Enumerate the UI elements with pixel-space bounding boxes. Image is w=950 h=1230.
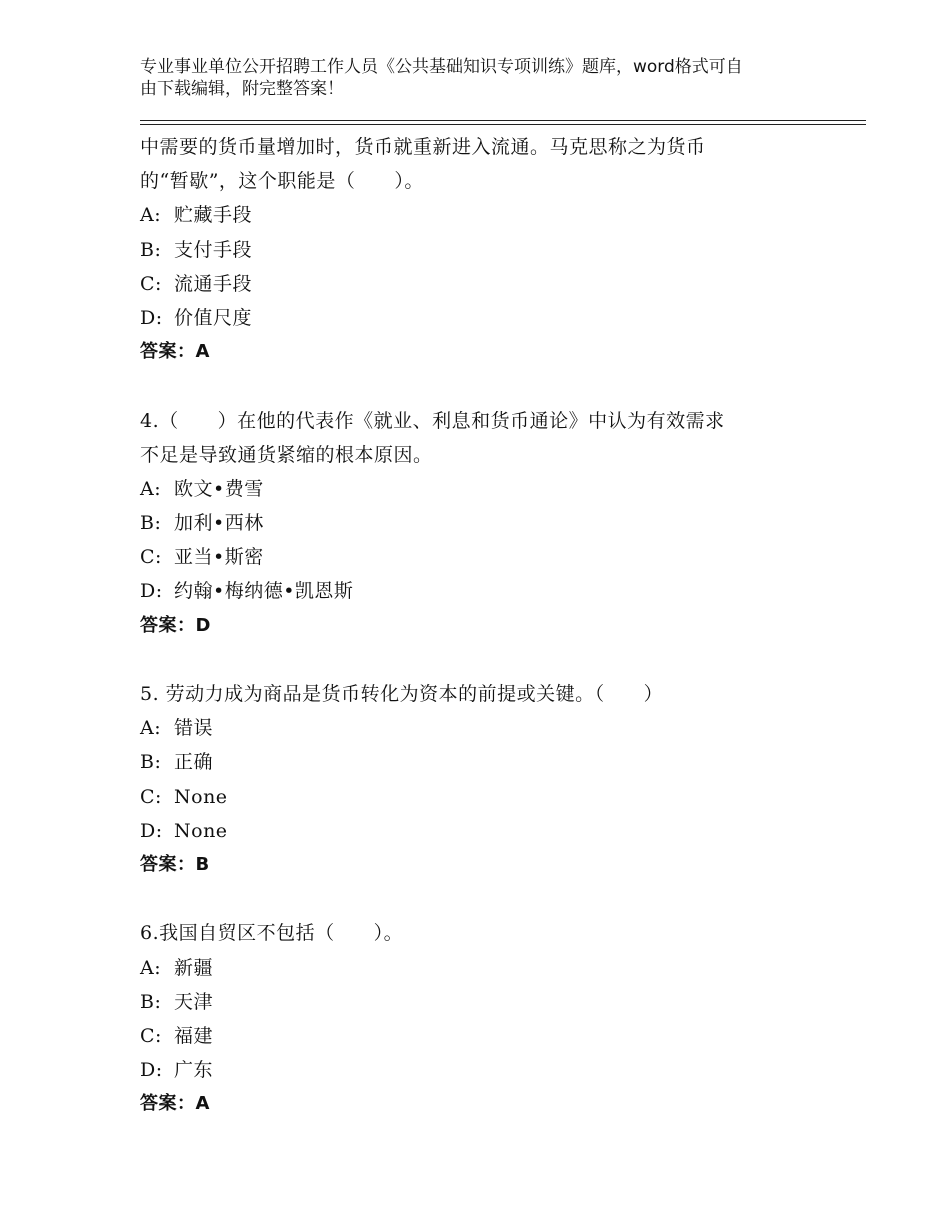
option-letter: C:	[140, 546, 162, 569]
option-text: 约翰•梅纳德•凯恩斯	[174, 580, 354, 603]
option-letter: C:	[140, 1024, 162, 1047]
spacer	[140, 643, 830, 677]
question-text: 5. 劳动力成为商品是货币转化为资本的前提或关键。（ ）	[140, 683, 664, 705]
option-letter: B:	[140, 238, 162, 261]
option-letter: A:	[140, 717, 162, 740]
option-text: 天津	[174, 990, 214, 1013]
question-6	[140, 916, 830, 1121]
option-text: None	[174, 785, 228, 808]
spacer	[140, 369, 830, 403]
question-text: 不足是导致通货紧缩的根本原因。	[140, 443, 433, 466]
option-text: 亚当•斯密	[174, 546, 264, 569]
option-text: 正确	[174, 751, 214, 774]
question-5	[140, 677, 830, 882]
header-divider-top	[140, 120, 866, 121]
answer-label: 答案：B	[140, 853, 210, 875]
page-header	[140, 56, 820, 100]
option-letter: C:	[140, 272, 162, 295]
option-a	[140, 951, 830, 985]
answer-label: 答案：A	[140, 341, 210, 363]
option-a	[140, 711, 830, 745]
option-letter: B:	[140, 751, 162, 774]
option-d	[140, 574, 830, 608]
question-text: 6.我国自贸区不包括（ ）。	[140, 922, 404, 945]
option-b	[140, 985, 830, 1019]
option-c	[140, 540, 830, 574]
option-letter: D:	[140, 580, 163, 603]
option-b	[140, 506, 830, 540]
option-letter: D:	[140, 1059, 163, 1082]
option-c	[140, 1019, 830, 1053]
option-text: 广东	[174, 1059, 214, 1082]
option-text: 错误	[174, 717, 214, 740]
option-d	[140, 1053, 830, 1087]
option-text: 欧文•费雪	[174, 477, 264, 500]
option-a	[140, 472, 830, 506]
option-letter: B:	[140, 512, 162, 535]
header-line-2: 由下载编辑，附完整答案！	[140, 79, 344, 99]
option-letter: A:	[140, 956, 162, 979]
question-4	[140, 404, 830, 643]
option-text: 支付手段	[174, 238, 253, 261]
option-a	[140, 198, 830, 232]
option-letter: C:	[140, 785, 162, 808]
option-c	[140, 780, 830, 814]
question-list	[140, 130, 830, 1121]
option-b	[140, 745, 830, 779]
option-text: 价值尺度	[174, 306, 253, 329]
question-3	[140, 130, 830, 369]
question-text: 4.（ ）在他的代表作《就业、利息和货币通论》中认为有效需求	[140, 409, 725, 432]
header-divider-bottom	[140, 124, 866, 125]
answer-label: 答案：A	[140, 1093, 210, 1115]
option-text: 福建	[174, 1024, 214, 1047]
answer-label: 答案：D	[140, 614, 211, 636]
option-letter: A:	[140, 204, 162, 227]
option-text: 贮藏手段	[174, 204, 253, 227]
option-text: 加利•西林	[174, 512, 264, 535]
option-text: 新疆	[174, 956, 214, 979]
option-letter: D:	[140, 306, 163, 329]
spacer	[140, 882, 830, 916]
question-text: 的“暂歇”，这个职能是（ ）。	[140, 170, 424, 193]
option-d	[140, 301, 830, 335]
option-letter: A:	[140, 477, 162, 500]
header-line-1: 专业事业单位公开招聘工作人员《公共基础知识专项训练》题库，word格式可自	[140, 57, 743, 77]
question-text: 中需要的货币量增加时，货币就重新进入流通。马克思称之为货币	[140, 136, 706, 158]
option-d	[140, 814, 830, 848]
option-text: 流通手段	[174, 272, 253, 295]
option-letter: B:	[140, 990, 162, 1013]
option-b	[140, 233, 830, 267]
option-letter: D:	[140, 819, 163, 842]
option-c	[140, 267, 830, 301]
option-text: None	[174, 819, 228, 842]
